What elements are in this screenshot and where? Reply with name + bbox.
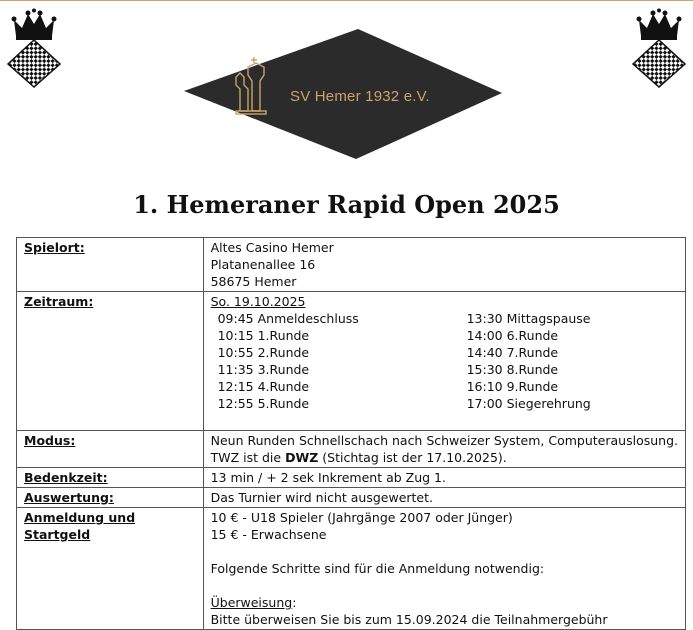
- club-name: SV Hemer 1932 e.V.: [290, 88, 430, 105]
- schedule-left-column: [211, 310, 467, 412]
- mode-line: Neun Runden Schnellschach nach Schweizer System, Computerauslosung.: [210, 433, 678, 448]
- fee-line: 10 € - U18 Spieler (Jahrgänge 2007 oder Jünger): [210, 510, 513, 525]
- transfer-colon: :: [292, 595, 297, 610]
- row-label-anmeldung: Anmeldung und Startgeld: [17, 508, 204, 630]
- transfer-heading: [211, 594, 678, 611]
- schedule-item: 11:35 3.Runde: [217, 362, 310, 377]
- table-row: [17, 238, 686, 292]
- mode-text: (Stichtag ist der 17.10.2025).: [318, 450, 507, 465]
- row-label-zeitraum: Zeitraum:: [17, 292, 204, 431]
- rating-evaluation-value: Das Turnier wird nicht ausgewertet.: [203, 488, 685, 508]
- table-row: [17, 431, 686, 468]
- row-label-modus: Modus:: [17, 431, 204, 468]
- schedule-item: 14:40 7.Runde: [466, 345, 559, 360]
- venue-value: [203, 238, 685, 292]
- mode-text: TWZ ist die: [210, 450, 286, 465]
- row-label-bedenkzeit: Bedenkzeit:: [17, 468, 204, 488]
- event-date: So. 19.10.2025: [210, 294, 306, 309]
- transfer-label: Überweisung: [210, 595, 293, 610]
- dwz-term: DWZ: [285, 450, 319, 465]
- schedule-item: 17:00 Siegerehrung: [466, 396, 591, 411]
- schedule-item: 16:10 9.Runde: [466, 379, 559, 394]
- top-rule: [0, 0, 693, 1]
- chess-crown-crest-icon: [631, 8, 687, 88]
- venue-line: 58675 Hemer: [210, 274, 297, 289]
- table-row: [17, 488, 686, 508]
- venue-line: Altes Casino Hemer: [210, 240, 334, 255]
- schedule-item: 09:45 Anmeldeschluss: [217, 311, 359, 326]
- transfer-instruction: Bitte überweisen Sie bis zum 15.09.2024 die Teilnahmergebühr: [210, 612, 608, 627]
- page-title: 1. Hemeraner Rapid Open 2025: [133, 190, 560, 219]
- schedule-item: 12:15 4.Runde: [217, 379, 310, 394]
- schedule-columns: [211, 310, 678, 412]
- time-control-value: 13 min / + 2 sek Inkrement ab Zug 1.: [203, 468, 685, 488]
- spacer: [211, 412, 678, 429]
- row-label-spielort: Spielort:: [17, 238, 204, 292]
- table-row: [17, 468, 686, 488]
- mode-line: [211, 449, 678, 466]
- schedule-item: 12:55 5.Runde: [217, 396, 310, 411]
- spacer: [211, 543, 678, 560]
- venue-line: Platanenallee 16: [210, 257, 316, 272]
- table-row: [17, 292, 686, 431]
- registration-value: [203, 508, 685, 630]
- row-label-auswertung: Auswertung:: [17, 488, 204, 508]
- schedule-item: 10:15 1.Runde: [217, 328, 310, 343]
- tournament-info-table: [16, 237, 686, 630]
- spacer: [211, 577, 678, 594]
- chess-crown-crest-icon: [6, 8, 62, 88]
- registration-steps-intro: Folgende Schritte sind für die Anmeldung notwendig:: [210, 561, 545, 576]
- mode-value: [203, 431, 685, 468]
- table-row: [17, 508, 686, 630]
- schedule-value: [203, 292, 685, 431]
- schedule-item: 14:00 6.Runde: [466, 328, 559, 343]
- schedule-item: 13:30 Mittagspause: [466, 311, 591, 326]
- schedule-right-column: [467, 310, 678, 412]
- schedule-item: 10:55 2.Runde: [217, 345, 310, 360]
- schedule-item: 15:30 8.Runde: [466, 362, 559, 377]
- fee-line: 15 € - Erwachsene: [210, 527, 327, 542]
